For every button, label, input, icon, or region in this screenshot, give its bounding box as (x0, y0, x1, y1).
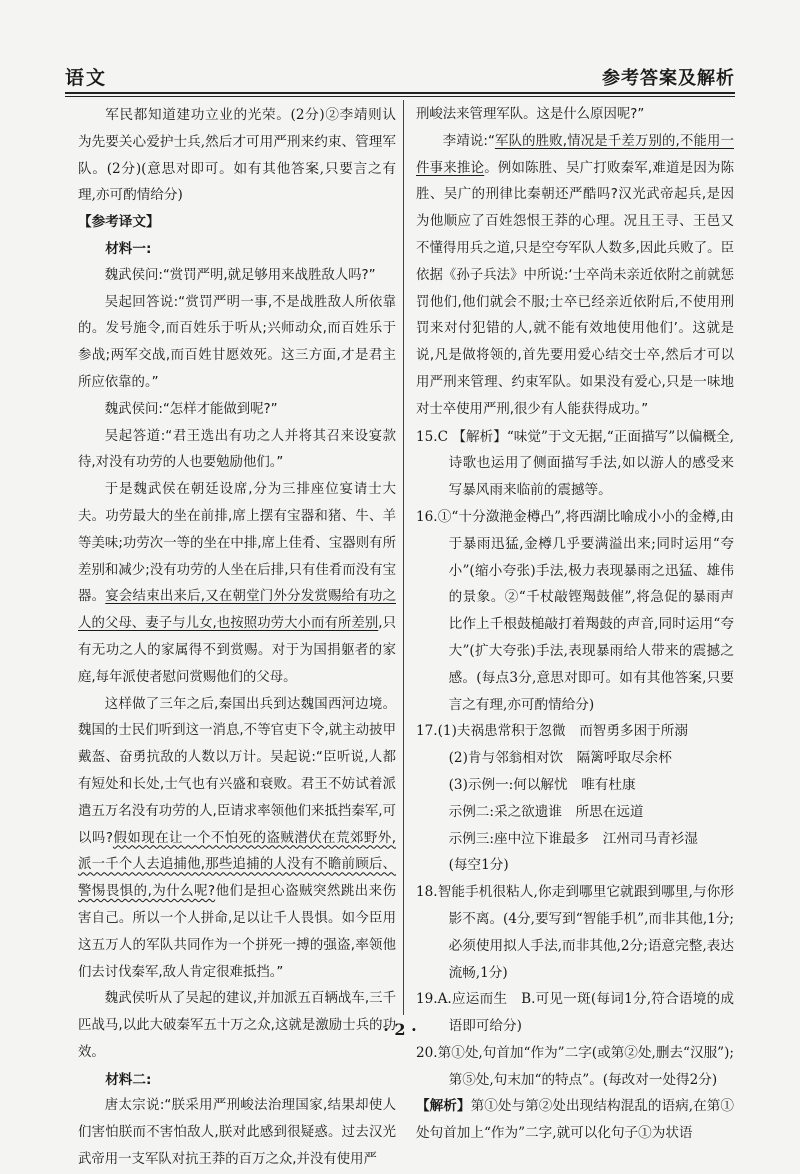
underlined-sentence: 军队的胜败,情况是千差万别的,不能用一件事来推论 (416, 133, 734, 176)
material-one-heading: 材料一: (105, 240, 152, 257)
text-run: 于是魏武侯在朝廷设席,分为三排座位宴请士大夫。功劳最大的坐在前排,席上摆有宝器和猪、牛、羊等美味;功劳次一等的坐在中排,席上佳肴、宝器则有所差别和减少;没有功劳的人坐在后排,只有佳肴而没有宝器。 (78, 482, 396, 605)
answer-15: 15.C 【解析】“味觉”于文无据,“正面描写”以偏概全,诗歌也运用了侧面描写手法,如以游人的感受来写暴风雨来临前的震撼等。 (416, 428, 734, 499)
translation-paragraph: 魏武侯问:“怎样才能做到呢?” (104, 401, 278, 417)
translation-paragraph: 魏武侯问:“赏罚严明,就足够用来战胜敌人吗?” (104, 267, 376, 283)
left-column (78, 102, 396, 1174)
text-run: 这样做了三年之后,秦国出兵到达魏国西河边境。魏国的士民们听到这一消息,不等官吏下令,就主动披甲戴盔、奋勇抗敌的人数以万计。吴起说:“臣听说,人都有短处和长处,士气也有兴盛和衰败。君王不妨试着派遣五万名没有功劳的人,臣请求率领他们来抵挡秦军,可以吗? (78, 696, 396, 846)
answer-17-line: (3)示例一:何以解忧 唯有杜康 (448, 776, 636, 793)
translation-paragraph (78, 477, 396, 691)
wavy-underlined-sentence: 假如现在让一个不怕死的盗贼潜伏在荒郊野外,派一千个人去追捕他,那些追捕的人没有不瞻前顾后、警惕畏惧的,为什么呢? (78, 830, 396, 900)
answer-18: 18.智能手机很粘人,你走到哪里它就跟到哪里,与你形影不离。(4分,要写到“智能手机”,而非其他,1分;必须使用拟人手法,而非其他,2分;语意完整,表达流畅,1分) (416, 884, 734, 981)
text-run: 李靖说:“ (442, 133, 495, 149)
page-number: · 2 · (383, 1020, 417, 1039)
header-rule-thin (65, 96, 735, 97)
text-run: 他们是担心盗贼突然跳出来伤害自己。所以一个人拼命,足以让千人畏惧。如今臣用这五万人的军队共同作为一个拼死一搏的强盗,率领他们去讨伐秦军,敌人肯定很难抵挡。” (78, 884, 397, 980)
analysis-tag: 【解析】 (416, 1098, 471, 1115)
material-two-heading: 材料二: (105, 1071, 152, 1088)
answer-19: 19.A.应运而生 B.可见一斑(每词1分,符合语境的成语即可给分) (416, 991, 734, 1035)
translation-paragraph: 吴起答道:“君王选出有功之人并将其召来设宴款待,对没有功劳的人也要勉励他们。” (78, 428, 396, 471)
answer-16: 16.①“十分潋滟金樽凸”,将西湖比喻成小小的金樽,由于暴雨迅猛,金樽几乎要满溢出来;同时运用“夸小”(缩小夸张)手法,极力表现暴雨之迅猛、雄伟的景象。②“千杖敲铿羯鼓催”,将急促的暴雨声比作上千根鼓槌敲打着羯鼓的声音,同时运用“夸大”(扩大夸张)手法,表现暴雨给人带来的震撼之感。(每点3分,意思对即可。如有其他答案,只要言之有理,亦可酌情给分) (416, 508, 734, 713)
subject-label: 语文 (65, 67, 108, 89)
answer-17-line: 示例二:采之欲遗谁 所思在远道 (448, 803, 644, 820)
answer-17-line: 17.(1)夫祸患常积于忽微 而智勇多困于所溺 (416, 723, 688, 740)
translation-paragraph (416, 129, 734, 424)
answer-20-analysis (416, 1093, 734, 1147)
right-column (416, 102, 734, 1147)
page-header (65, 60, 735, 90)
translation-paragraph (78, 692, 396, 987)
translation-paragraph: 吴起回答说:“赏罚严明一事,不是战胜敌人所依靠的。发号施令,而百姓乐于听从;兴师动众,而百姓乐于参战;两军交战,而百姓甘愿效死。这三方面,才是君主所应依靠的。” (78, 294, 396, 390)
translation-paragraph: 刑峻法来管理军队。这是什么原因呢?” (416, 107, 645, 122)
answer-paragraph: 军民都知道建功立业的光荣。(2分)②李靖则认为先要关心爱护士兵,然后才可用严刑来约束、管理军队。(2分)(意思对即可。如有其他答案,只要言之有理,亦可酌情给分) (78, 107, 396, 204)
underlined-sentence: 宴会结束出来后,又在朝堂门外分发赏赐给有功之人的父母、妻子与儿女,也按照功劳大小而有所差别 (78, 589, 396, 632)
translation-heading: 【参考译文】 (78, 214, 160, 231)
column-divider (403, 100, 404, 1015)
header-title: 参考答案及解析 (602, 68, 735, 89)
text-run: 。例如陈胜、吴广打败秦军,难道是因为陈胜、吴广的刑律比秦朝还严酷吗?汉光武帝起兵,是因为他顺应了百姓怨恨王莽的心理。况且王寻、王邑又不懂得用兵之道,只是空夸军队人数多,因此兵败了。臣依据《孙子兵法》中所说:‘士卒尚未亲近依附之前就惩罚他们,他们就会不服;士卒已经亲近依附后,不使用刑罚来对付犯错的人,就不能有效地使用他们’。这就是说,凡是做将领的,首先要用爱心结交士卒,然后才可以用严刑来管理、约束军队。如果没有爱心,只是一味地对士卒使用严刑,很少有人能获得成功。” (416, 160, 734, 417)
text-run: 第①处与第②处出现结构混乱的语病,在第①处句首加上“作为”二字,就可以化句子①为状语 (416, 1098, 735, 1142)
answer-17-line: 示例三:座中泣下谁最多 江州司马青衫湿 (448, 830, 698, 847)
answer-17-line: (每空1分) (448, 857, 509, 874)
text-run: ,只有无功之人的家属得不到赏赐。对于为国捐躯者的家庭,每年派使者慰问赏赐他们的父母。 (78, 616, 396, 685)
translation-paragraph: 魏武侯听从了吴起的建议,并加派五百辆战车,三千匹战马,以此大破秦军五十万之众,这就是激励士兵的功效。 (78, 991, 396, 1060)
translation-paragraph: 唐太宗说:“朕采用严刑峻法治理国家,结果却使人们害怕朕而不害怕敌人,朕对此感到很疑惑。过去汉光武帝用一支军队对抗王莽的百万之众,并没有使用严 (78, 1098, 396, 1168)
answer-17-line: (2)肯与邻翁相对饮 隔篱呼取尽余杯 (448, 750, 672, 767)
answer-20: 20.第①处,句首加“作为”二字(或第②处,删去“汉服”);第⑤处,句末加“的特点”。(每改对一处得2分) (416, 1044, 734, 1088)
header-rule (65, 92, 735, 94)
